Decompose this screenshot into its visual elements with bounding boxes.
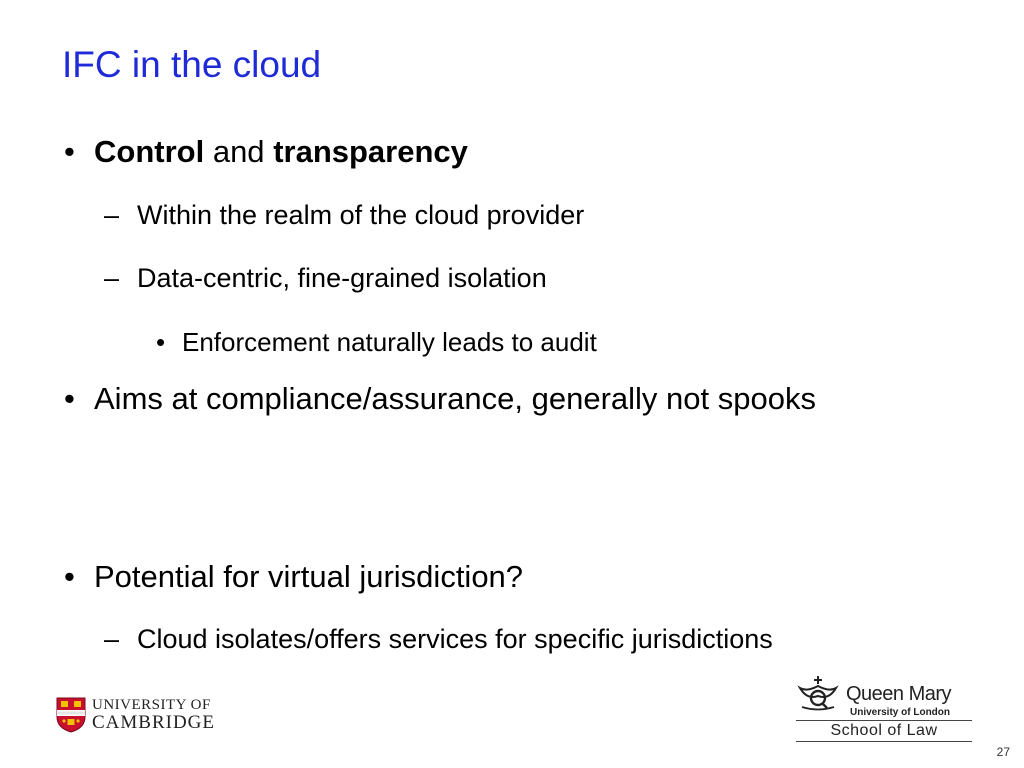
queen-mary-crown-icon (796, 674, 840, 717)
cambridge-line2: CAMBRIDGE (92, 712, 216, 733)
bullet-marker: • (64, 134, 75, 169)
cambridge-crest-icon (56, 697, 86, 738)
queen-mary-name: Queen Mary (846, 683, 952, 705)
slide-title: IFC in the cloud (62, 44, 322, 85)
dash-marker: – (104, 624, 120, 654)
divider (796, 720, 972, 721)
sub-bullet-services: Cloud isolates/offers services for specific jurisdictions (137, 624, 773, 654)
bullet-compliance: Aims at compliance/assurance, generally not spooks (94, 381, 816, 416)
sub-bullet-isolation: Data-centric, fine-grained isolation (137, 263, 547, 293)
divider (796, 741, 972, 742)
queen-mary-subtitle: University of London (850, 707, 950, 718)
bullet-marker: • (156, 327, 166, 357)
bullet-marker: • (64, 381, 75, 416)
dash-marker: – (104, 263, 120, 293)
dash-marker: – (104, 200, 120, 230)
text-and: and (212, 134, 265, 169)
bullet-control-transparency (94, 134, 468, 170)
school-of-law: School of Law (830, 722, 938, 739)
cambridge-line1: UNIVERSITY OF (92, 697, 211, 713)
bullet-marker: • (64, 559, 75, 594)
bold-control: Control (94, 134, 205, 169)
sub-sub-bullet-audit: Enforcement naturally leads to audit (182, 327, 597, 357)
page-number: 27 (996, 745, 1010, 759)
sub-bullet-realm: Within the realm of the cloud provider (137, 200, 585, 230)
bold-transparency: transparency (273, 134, 468, 169)
cambridge-wordmark (92, 697, 215, 731)
bullet-jurisdiction: Potential for virtual jurisdiction? (94, 559, 524, 594)
